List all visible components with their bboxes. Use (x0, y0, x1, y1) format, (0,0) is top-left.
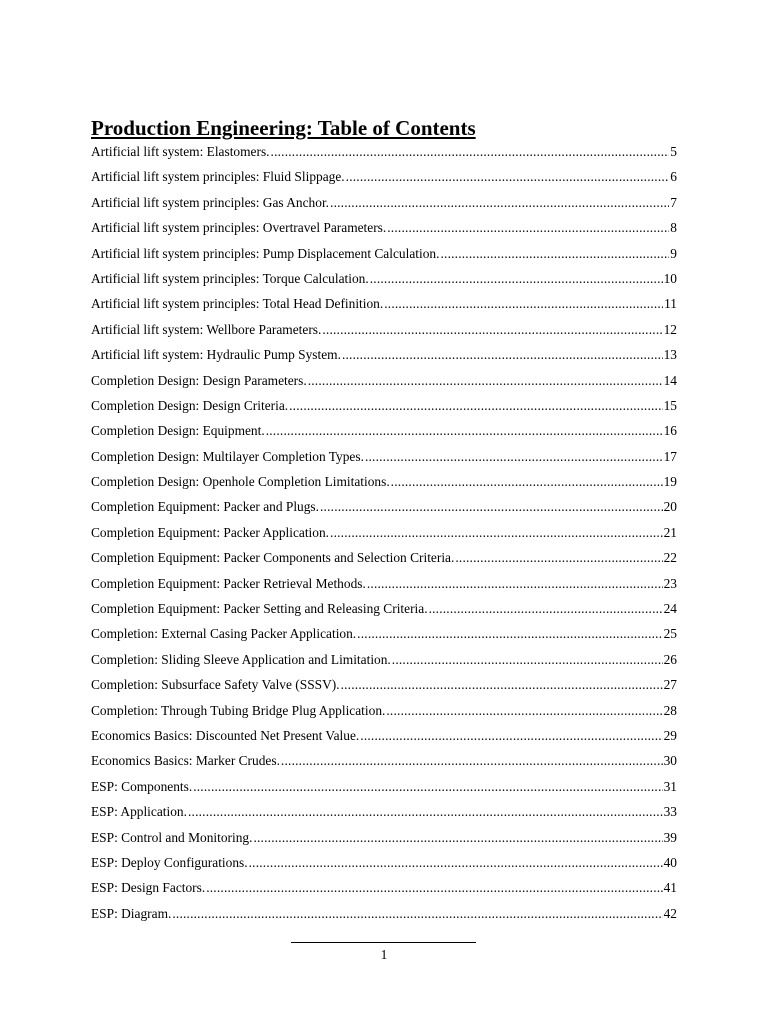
toc-entry[interactable] (91, 167, 677, 192)
toc-entry[interactable] (91, 878, 677, 903)
toc-dot-leader (440, 244, 669, 264)
toc-dot-leader (308, 371, 663, 391)
toc-entry-title: Completion Design: Openhole Completion Limitations. (91, 474, 390, 490)
toc-entry[interactable] (91, 244, 677, 269)
toc-entry[interactable] (91, 421, 677, 446)
toc-entry-title: ESP: Design Factors. (91, 880, 206, 896)
toc-entry-title: Artificial lift system: Elastomers. (91, 144, 270, 159)
toc-entry[interactable] (91, 497, 677, 522)
toc-dot-leader (342, 345, 663, 365)
toc-dot-leader (193, 777, 662, 797)
toc-entry-title: Artificial lift system principles: Overtravel Parameters. (91, 220, 387, 236)
toc-dot-leader (455, 548, 662, 568)
toc-entry-title: Completion: Through Tubing Bridge Plug Application. (91, 702, 386, 718)
toc-dot-leader (365, 447, 663, 467)
toc-entry-title: Completion: External Casing Packer Application. (91, 626, 357, 642)
toc-dot-leader (322, 320, 662, 340)
toc-page-number: 12 (663, 321, 677, 337)
toc-entry[interactable] (91, 701, 677, 726)
toc-entry-title: ESP: Deploy Configurations. (91, 854, 248, 870)
toc-entry[interactable] (91, 294, 677, 319)
toc-page-number: 11 (664, 296, 677, 312)
toc-page-number: 19 (663, 474, 677, 490)
toc-entry-title: Completion Design: Multilayer Completion Types. (91, 448, 364, 464)
toc-entry[interactable] (91, 802, 677, 827)
toc-entry[interactable] (91, 828, 677, 853)
toc-entry[interactable] (91, 218, 677, 243)
toc-entry-title: Artificial lift system: Wellbore Parameters. (91, 321, 322, 337)
toc-page-number: 26 (663, 651, 677, 667)
toc-page-number: 17 (663, 448, 677, 464)
toc-dot-leader (330, 193, 669, 213)
toc-entry[interactable] (91, 320, 677, 345)
toc-entry[interactable] (91, 193, 677, 218)
toc-page-number: 10 (663, 270, 677, 286)
toc-entry-title: ESP: Application. (91, 804, 187, 820)
toc-page-number: 40 (663, 854, 677, 870)
toc-page-number: 41 (663, 880, 677, 896)
toc-dot-leader (346, 167, 670, 187)
toc-dot-leader (341, 675, 663, 695)
toc-dot-leader (387, 218, 669, 238)
toc-entry[interactable] (91, 548, 677, 573)
toc-page-number: 21 (663, 524, 677, 540)
toc-page-number: 5 (670, 144, 677, 159)
toc-entry-title: Economics Basics: Discounted Net Present Value. (91, 727, 360, 743)
toc-entry-title: Completion Equipment: Packer Retrieval Methods. (91, 575, 366, 591)
toc-entry[interactable] (91, 904, 677, 929)
toc-entry-title: ESP: Control and Monitoring. (91, 829, 253, 845)
toc-entry-title: Completion: Subsurface Safety Valve (SSSV). (91, 677, 340, 693)
toc-entry[interactable] (91, 726, 677, 751)
toc-dot-leader (320, 497, 663, 517)
toc-dot-leader (384, 294, 663, 314)
toc-page-number: 7 (670, 194, 677, 210)
toc-page-number: 22 (663, 550, 677, 566)
toc-page-number: 8 (670, 220, 677, 236)
toc-page-number: 13 (663, 347, 677, 363)
toc-dot-leader (266, 421, 663, 441)
table-of-contents (91, 142, 677, 929)
toc-entry[interactable] (91, 574, 677, 599)
toc-page-number: 33 (663, 804, 677, 820)
toc-page-number: 15 (663, 397, 677, 413)
toc-entry-title: Completion Design: Design Criteria. (91, 397, 289, 413)
toc-dot-leader (357, 624, 662, 644)
toc-dot-leader (330, 523, 663, 543)
toc-entry[interactable] (91, 599, 677, 624)
toc-entry[interactable] (91, 523, 677, 548)
toc-dot-leader (271, 142, 670, 162)
toc-entry[interactable] (91, 396, 677, 421)
toc-dot-leader (172, 904, 662, 924)
toc-dot-leader (360, 726, 662, 746)
toc-entry[interactable] (91, 777, 677, 802)
toc-entry[interactable] (91, 447, 677, 472)
toc-page-number: 28 (663, 702, 677, 718)
toc-dot-leader (391, 472, 663, 492)
toc-entry[interactable] (91, 675, 677, 700)
toc-page-number: 27 (663, 677, 677, 693)
toc-entry-title: Economics Basics: Marker Crudes. (91, 753, 280, 769)
toc-entry-title: Artificial lift system: Hydraulic Pump System. (91, 347, 341, 363)
toc-page-number: 9 (670, 245, 677, 261)
toc-entry[interactable] (91, 269, 677, 294)
page-title: Production Engineering: Table of Contents (91, 116, 476, 140)
toc-page-number: 23 (663, 575, 677, 591)
toc-page-number: 16 (663, 423, 677, 439)
toc-dot-leader (386, 701, 662, 721)
toc-dot-leader (367, 574, 663, 594)
toc-entry[interactable] (91, 751, 677, 776)
toc-page-number: 29 (663, 727, 677, 743)
toc-page-number: 20 (663, 499, 677, 515)
toc-dot-leader (429, 599, 663, 619)
toc-dot-leader (253, 828, 662, 848)
toc-entry[interactable] (91, 472, 677, 497)
toc-entry-title: ESP: Diagram. (91, 905, 172, 921)
toc-entry-title: Artificial lift system principles: Total Head Definition. (91, 296, 384, 312)
toc-entry-title: Artificial lift system principles: Fluid Slippage. (91, 169, 345, 185)
toc-entry-title: Completion Design: Equipment. (91, 423, 265, 439)
toc-entry-title: Artificial lift system principles: Torque Calculation. (91, 270, 369, 286)
toc-entry[interactable] (91, 650, 677, 675)
toc-page-number: 25 (663, 626, 677, 642)
toc-dot-leader (392, 650, 663, 670)
toc-page-number: 39 (663, 829, 677, 845)
toc-dot-leader (188, 802, 663, 822)
toc-page-number: 42 (663, 905, 677, 921)
toc-entry-title: Completion Equipment: Packer Setting and Releasing Criteria. (91, 601, 428, 617)
toc-entry[interactable] (91, 853, 677, 878)
toc-dot-leader (206, 878, 662, 898)
toc-page-number: 14 (663, 372, 677, 388)
toc-entry[interactable] (91, 371, 677, 396)
toc-dot-leader (281, 751, 663, 771)
toc-dot-leader (249, 853, 663, 873)
toc-entry-title: Completion Design: Design Parameters. (91, 372, 307, 388)
toc-entry[interactable] (91, 345, 677, 370)
toc-entry-title: Artificial lift system principles: Pump Displacement Calculation. (91, 245, 440, 261)
toc-dot-leader (370, 269, 663, 289)
toc-entry-title: Artificial lift system principles: Gas Anchor. (91, 194, 330, 210)
toc-page-number: 24 (663, 601, 677, 617)
toc-entry-title: Completion Equipment: Packer Components and Selection Criteria. (91, 550, 455, 566)
footer-page-number: 1 (380, 947, 388, 962)
toc-page-number: 30 (663, 753, 677, 769)
toc-entry-title: Completion Equipment: Packer Application. (91, 524, 330, 540)
toc-dot-leader (289, 396, 662, 416)
toc-entry-title: Completion Equipment: Packer and Plugs. (91, 499, 319, 515)
toc-page-number: 6 (670, 169, 677, 185)
toc-entry[interactable] (91, 142, 677, 167)
footer-divider (291, 942, 476, 943)
toc-entry-title: Completion: Sliding Sleeve Application and Limitation. (91, 651, 391, 667)
toc-entry[interactable] (91, 624, 677, 649)
toc-entry-title: ESP: Components. (91, 778, 193, 794)
toc-page-number: 31 (663, 778, 677, 794)
